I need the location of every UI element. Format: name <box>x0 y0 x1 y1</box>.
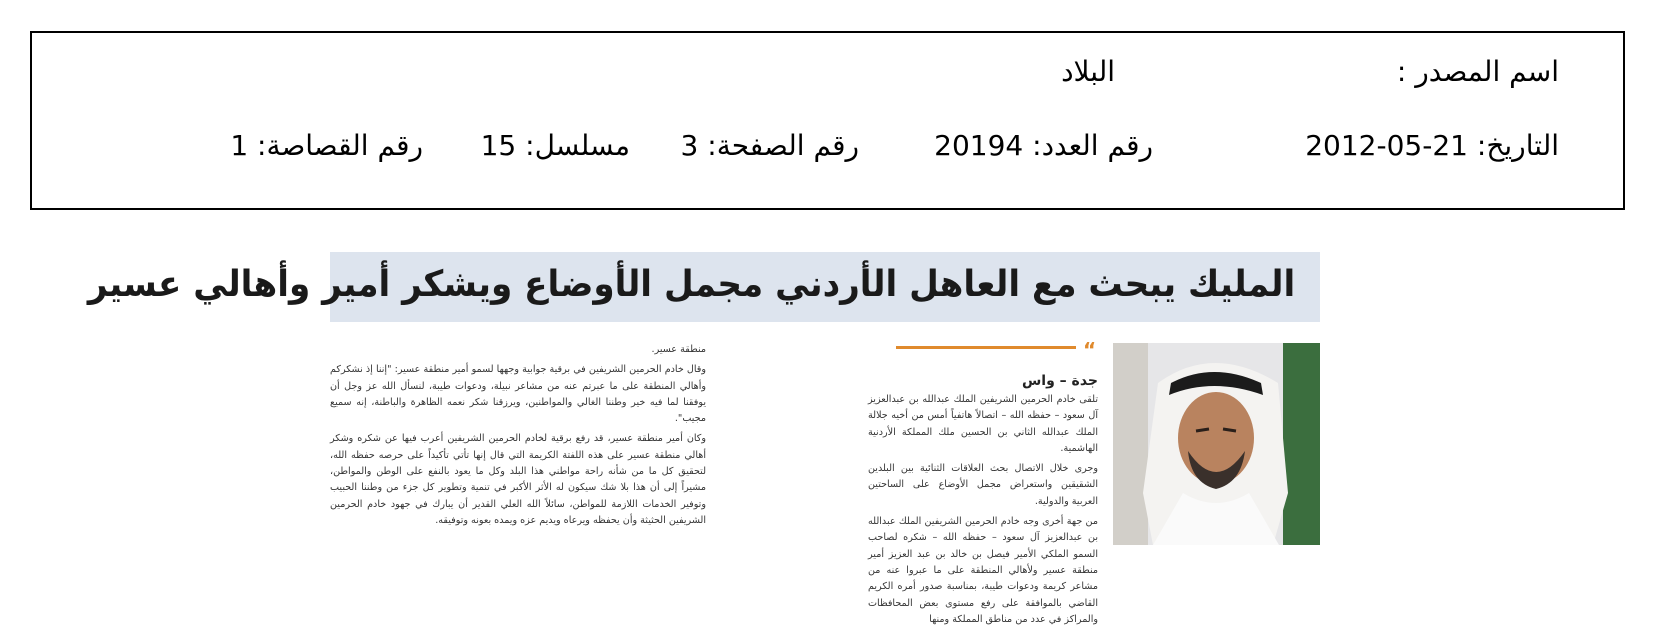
quote-mark-icon: “ <box>1083 338 1097 362</box>
article-paragraph: منطقة عسير. <box>651 344 706 355</box>
article-paragraph: وقال خادم الحرمين الشريفين في برقية جوابية وجهها لسمو أمير منطقة عسير: "إننا إذ نشكركم وأهالي المنطقة على ما عبرتم عنه من مشاعر نبيلة، ودعوات طيبة، لنسأل الله عز وجل أن يوفقنا لما فيه خير وطننا الغالي والمواطنين، ويرزقنا شكر نعمه الظاهرة والباطنة، إنه سميع مجيب". <box>330 364 706 425</box>
article-headline: المليك يبحث مع العاهل الأردني مجمل الأوضاع ويشكر أمير وأهالي عسير <box>87 264 1296 305</box>
headline-banner <box>87 252 1320 322</box>
clip-number-field: رقم القصاصة: 1 <box>230 129 423 162</box>
article-column-right <box>868 392 1098 632</box>
source-info-box <box>30 31 1625 210</box>
source-label: اسم المصدر : <box>1396 55 1559 88</box>
source-value: البلاد <box>1061 55 1115 88</box>
serial-field: مسلسل: 15 <box>480 129 630 162</box>
article-paragraph: وجرى خلال الاتصال بحث العلاقات الثنائية بين البلدين الشقيقين واستعراض مجمل الأوضاع على الساحتين العربية والدولية. <box>868 463 1098 507</box>
article-paragraph: من جهة أخرى وجه خادم الحرمين الشريفين الملك عبدالله بن عبدالعزيز آل سعود – حفظه الله – شكره لصاحب السمو الملكي الأمير فيصل بن خالد بن عبد العزيز أمير منطقة عسير ولأهالي المنطقة على ما عبروا عنه من مشاعر كريمة ودعوات طيبة، بمناسبة صدور أمره الكريم القاضي بالموافقة على رفع مستوى بعض المحافظات والمراكز في عدد من مناطق المملكة ومنها <box>868 516 1098 625</box>
issue-number-field: رقم العدد: 20194 <box>934 129 1153 162</box>
article-dateline: جدة – واس <box>1021 373 1098 389</box>
portrait-photo <box>1113 343 1320 545</box>
article-paragraph: تلقى خادم الحرمين الشريفين الملك عبدالله بن عبدالعزيز آل سعود – حفظه الله – اتصالاً هاتفياً أمس من أخيه جلالة الملك عبدالله الثاني بن الحسين ملك المملكة الأردنية الهاشمية. <box>868 394 1098 454</box>
portrait-illustration <box>1113 343 1320 545</box>
article-paragraph: وكان أمير منطقة عسير، قد رفع برقية لخادم الحرمين الشريفين أعرب فيها عن شكره وشكر أهالي منطقة عسير على هذه اللفتة الكريمة التي قال إنها تأتي تأكيداً على حرصه حفظه الله، لتحقيق كل ما من شأنه راحة مواطني هذا البلد وكل ما يعود بالنفع على الوطن والمواطن، مشيراً إلى أن هذا بلا شك سيكون له الأثر الأكبر في تنمية وتطوير كل جزء من وطننا الحبيب وتوفير الخدمات اللازمة للمواطن، سائلاً الله العلي القدير أن يبارك في جهود خادم الحرمين الشريفين الحثيثة وأن يحفظه ويرعاه ويديم عزه ويمده بعونه وتوفيقه. <box>330 433 706 526</box>
accent-rule <box>896 346 1076 349</box>
article-column-left <box>330 342 706 533</box>
date-field: التاريخ: 21-05-2012 <box>1305 129 1559 162</box>
page-number-field: رقم الصفحة: 3 <box>680 129 859 162</box>
